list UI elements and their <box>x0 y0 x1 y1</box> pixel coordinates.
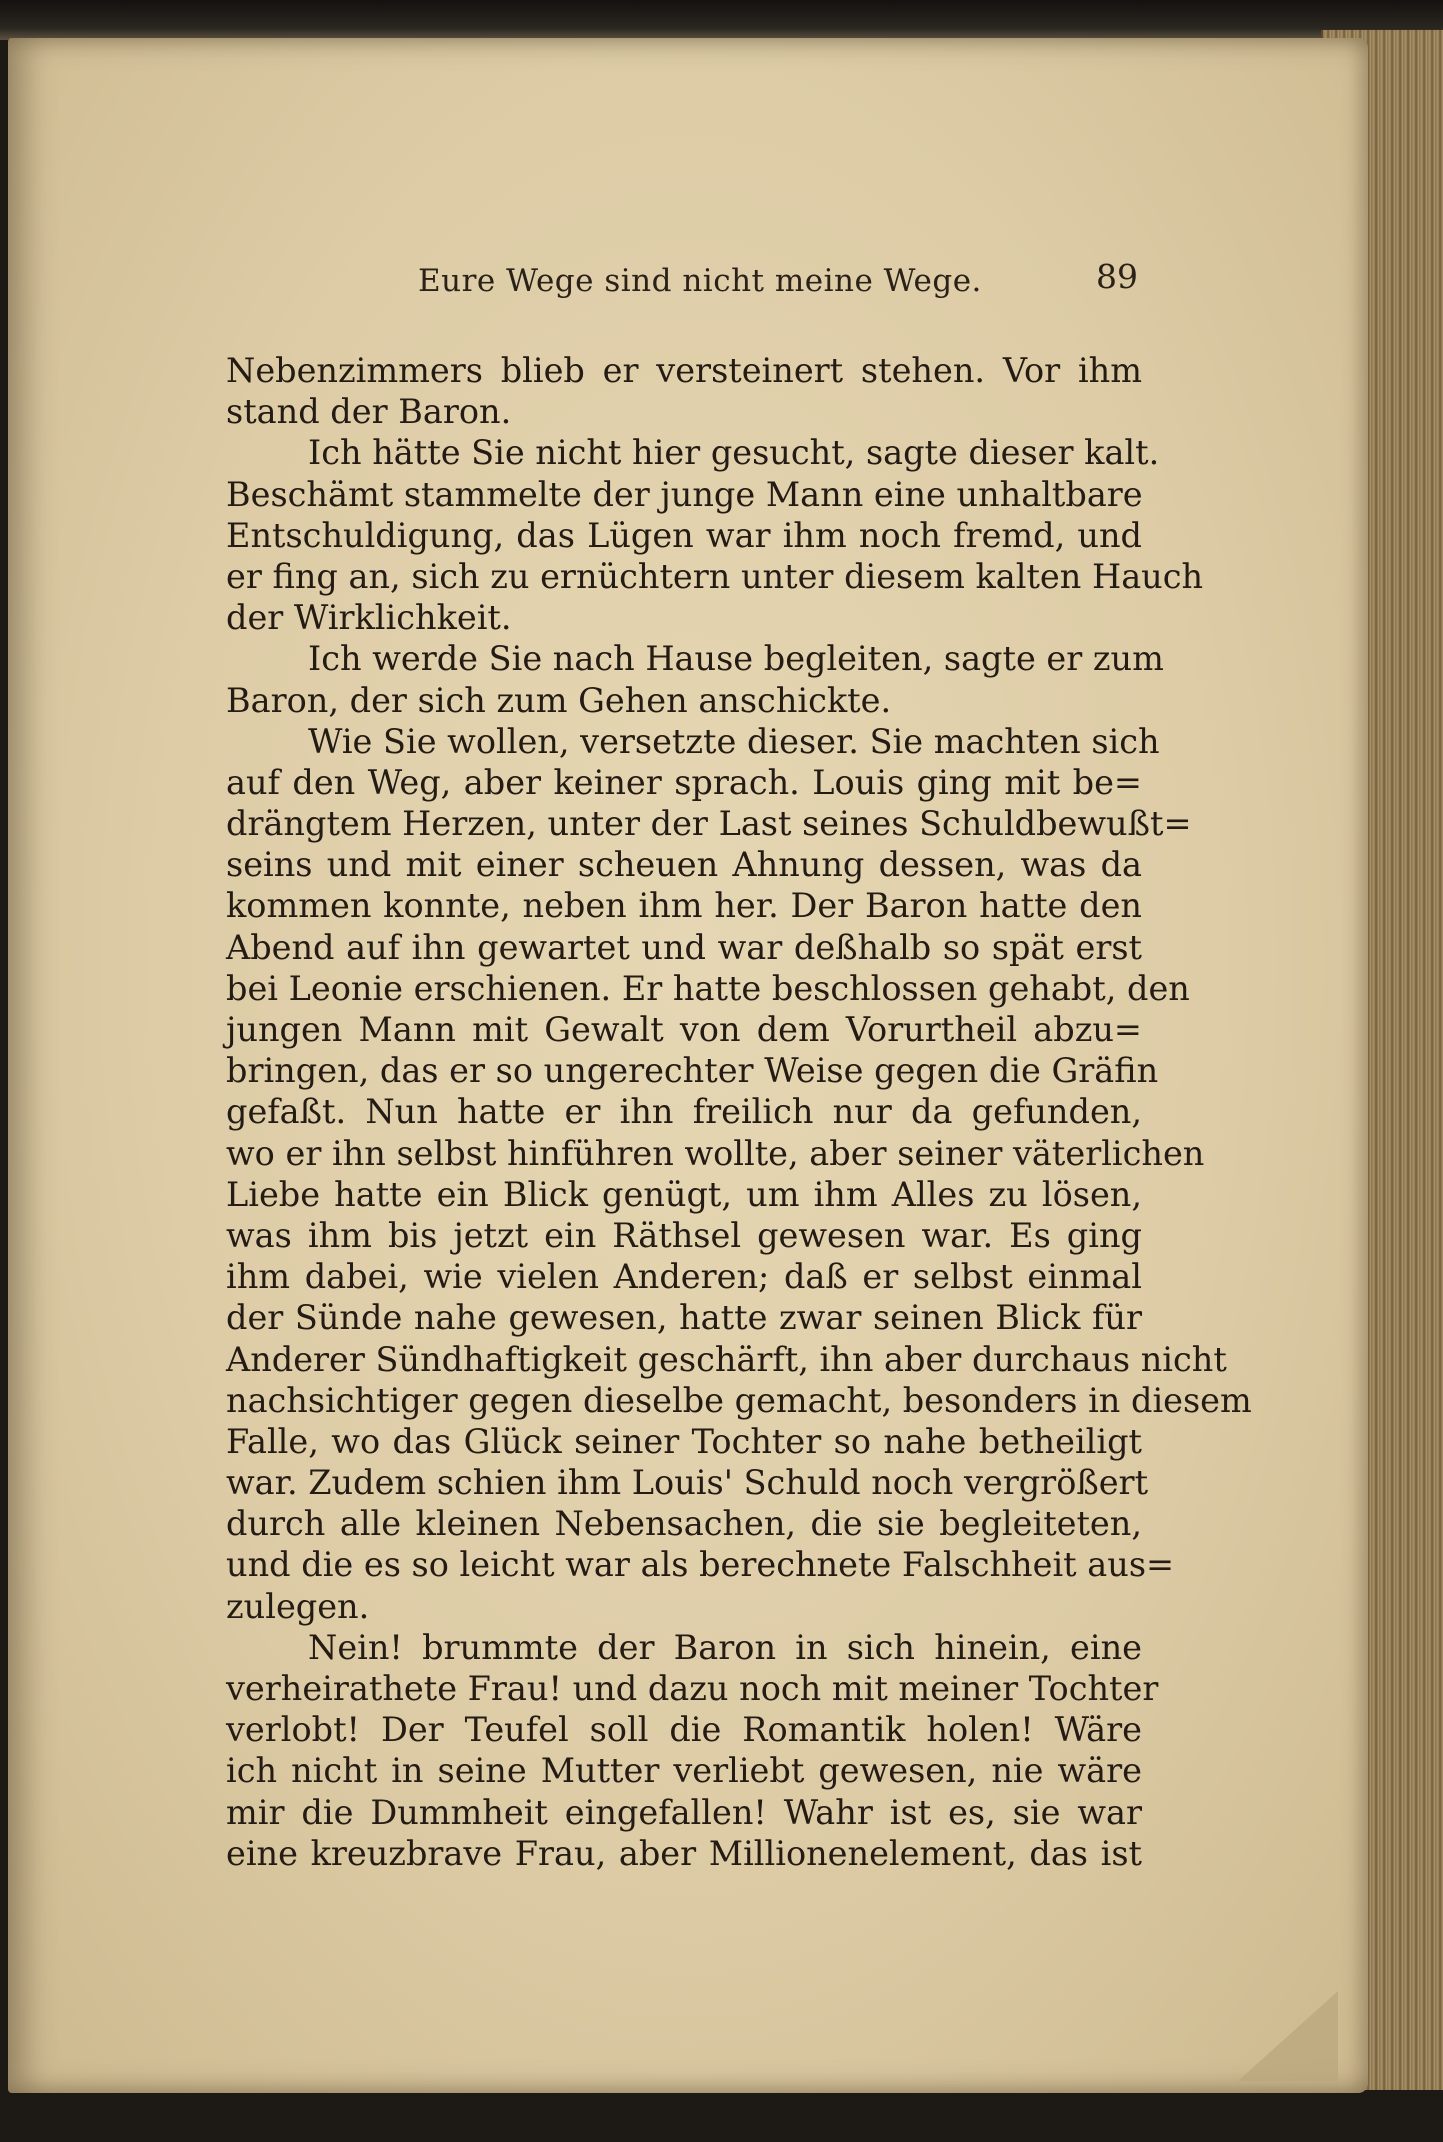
text-line: gefaßt. Nun hatte er ihn freilich nur da gefunden, <box>226 1092 1142 1132</box>
text-line: Falle, wo das Glück seiner Tochter so nahe betheiligt <box>226 1421 1142 1461</box>
text-line: drängtem Herzen, unter der Last seines Schuldbewußt= <box>226 804 1192 844</box>
text-line: wo er ihn selbst hinführen wollte, aber seiner väterlichen <box>226 1133 1205 1173</box>
text-line: mir die Dummheit eingefallen! Wahr ist es, sie war <box>226 1792 1142 1832</box>
text-line: seins und mit einer scheuen Ahnung dessen, was da <box>226 845 1142 885</box>
running-title: Eure Wege sind nicht meine Wege. <box>418 263 982 299</box>
text-line: ich nicht in seine Mutter verliebt gewesen, nie wäre <box>226 1751 1142 1791</box>
text-line: Abend auf ihn gewartet und war deßhalb so spät erst <box>226 927 1142 967</box>
folded-corner <box>1238 1991 1338 2081</box>
text-line: der Sünde nahe gewesen, hatte zwar seinen Blick für <box>226 1298 1142 1338</box>
text-line: Nebenzimmers blieb er versteinert stehen. Vor ihm <box>226 351 1142 390</box>
text-line: verheirathete Frau! und dazu noch mit meiner Tochter <box>226 1669 1159 1708</box>
body-text <box>226 350 1252 1874</box>
page-number: 89 <box>1096 257 1138 296</box>
text-line: Nein! brummte der Baron in sich hinein, eine <box>308 1627 1142 1667</box>
text-line: was ihm bis jetzt ein Räthsel gewesen war. Es ging <box>226 1215 1142 1255</box>
text-line: Baron, der sich zum Gehen anschickte. <box>226 680 892 720</box>
text-line: Ich werde Sie nach Hause begleiten, sagte er zum <box>308 639 1164 679</box>
text-line: der Wirklichkeit. <box>226 598 512 638</box>
text-line: stand der Baron. <box>226 392 512 432</box>
text-line: Ich hätte Sie nicht hier gesucht, sagte dieser kalt. <box>308 433 1160 473</box>
text-line: bringen, das er so ungerechter Weise gegen die Gräfin <box>226 1051 1159 1091</box>
text-line: Anderer Sündhaftigkeit geschärft, ihn aber durchaus nicht <box>226 1339 1227 1379</box>
text-line: verlobt! Der Teufel soll die Romantik holen! Wäre <box>226 1710 1142 1750</box>
book-page <box>8 38 1368 2093</box>
text-line: Liebe hatte ein Blick genügt, um ihm Alles zu lösen, <box>226 1174 1142 1214</box>
text-line: kommen konnte, neben ihm her. Der Baron hatte den <box>226 886 1142 926</box>
text-line: zulegen. <box>226 1586 370 1626</box>
book-top-edge <box>0 0 1443 40</box>
text-line: Beschämt stammelte der junge Mann eine unhaltbare <box>226 474 1143 514</box>
running-header <box>228 257 1138 313</box>
text-line: eine kreuzbrave Frau, aber Millionenelement, das ist <box>226 1833 1142 1873</box>
text-line: auf den Weg, aber keiner sprach. Louis ging mit be= <box>226 762 1142 802</box>
text-line: und die es so leicht war als berechnete Falschheit aus= <box>226 1545 1175 1585</box>
text-line: Wie Sie wollen, versetzte dieser. Sie machten sich <box>308 721 1160 761</box>
text-line: war. Zudem schien ihm Louis' Schuld noch vergrößert <box>226 1463 1149 1503</box>
text-line: er fing an, sich zu ernüchtern unter diesem kalten Hauch <box>226 556 1204 596</box>
text-line: bei Leonie erschienen. Er hatte beschlossen gehabt, den <box>226 968 1190 1008</box>
text-line: Entschuldigung, das Lügen war ihm noch fremd, und <box>226 515 1142 555</box>
text-line: ihm dabei, wie vielen Anderen; daß er selbst einmal <box>226 1257 1142 1297</box>
text-line: jungen Mann mit Gewalt von dem Vorurtheil abzu= <box>226 1010 1142 1049</box>
text-line: durch alle kleinen Nebensachen, die sie begleiteten, <box>226 1504 1142 1544</box>
text-line: nachsichtiger gegen dieselbe gemacht, besonders in diesem <box>226 1380 1252 1420</box>
